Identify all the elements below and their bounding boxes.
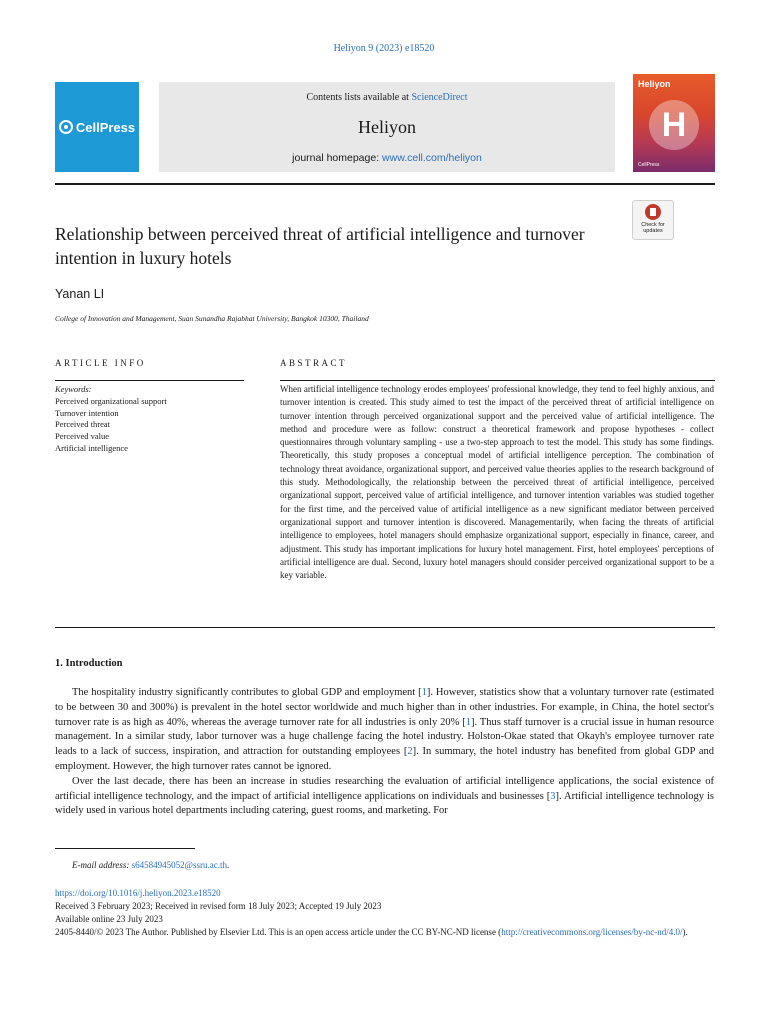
abstract-text: When artificial intelligence technology erodes employees' professional knowledge, they tend to feel highly anxious, and turnover intention is created. This study aimed to test the impact of the perceived threat of artificial intelligence on turnover intention through perceived organizational support and the perceived value of artificial intelligence. The method and procedure were as follow: construct a theoretical framework and propose hypotheses - collect questionnaires through voluntary sampling - use a two-step approach to test the model. This study has some findings. Theoretically, this study proposes a conceptual model of artificial intelligence perception. The combination of technology threat avoidance, organizational support, and perceived value theories applies to the research background of this study. Methodologically, the relationship between the perceived threat of artificial intelligence, perceived organizational support, perceived value of artificial intelligence, and turnover intention variables was studied together for the first time, and the perceived value of artificial intelligence as a new significant mediator between perceived organizational support and turnover intention is discovered. Managementarily, when facing the threats of artificial intelligence to employees, hotel managers should emphasize organizational support, especially in finance, career, and adjustment. This study has important implications for luxury hotel management. First, hotel employees' perceptions of artificial intelligence are dual. Second, luxury hotel managers should consider perceived organizational support to be a key variable. bbox=[280, 384, 714, 581]
masthead-divider bbox=[55, 183, 715, 185]
email-footnote: E-mail address: s64584945052@ssru.ac.th. bbox=[72, 860, 230, 870]
keyword-item: Perceived value bbox=[55, 431, 110, 442]
author-affiliation: College of Innovation and Management, Suan Sunandha Rajabhat University, Bangkok 10300, Thailand bbox=[55, 314, 369, 323]
paragraph: The hospitality industry significantly contributes to global GDP and employment [1]. However, statistics show that a voluntary turnover rate (estimated to be between 30 and 300%) is prevalent in the hotel sector worldwide and much higher than in other industries. For example, in China, the hotel sector's turnover rate is as high as 40%, whereas the average turnover rate for all industries is only 20% [1]. Thus staff turnover is a crucial issue in human resource management. In a similar study, labor turnover was a huge challenge facing the hotel industry. Holston-Okae stated that Okayh's employee turnover rate leads to a lack of success, inspiration, and attraction for outstanding employees [2]. In summary, the hotel industry has benefited from global GDP and employment. However, the high turnover rates cannot be ignored. bbox=[55, 687, 714, 772]
journal-name: Heliyon bbox=[358, 117, 416, 137]
reference-link[interactable]: 2 bbox=[407, 746, 413, 758]
cover-letter: H bbox=[649, 100, 699, 150]
paragraph: Over the last decade, there has been an increase in studies researching the evaluation of artificial intelligence applications, the social existence of artificial intelligence technology, and the impact of artificial intelligence applications on individuals and businesses [3]. Artificial intelligence technology is widely used in various hotel departments including catering, guest rooms, and marketing. For bbox=[55, 775, 715, 817]
contents-line: Contents lists available at ScienceDirect bbox=[306, 92, 468, 103]
keyword-item: Perceived organizational support bbox=[55, 395, 167, 406]
homepage-line: journal homepage: www.cell.com/heliyon bbox=[292, 152, 482, 164]
article-info-heading: ARTICLE INFO bbox=[55, 358, 146, 368]
reference-link[interactable]: 1 bbox=[465, 716, 471, 728]
footnote-divider bbox=[55, 848, 195, 849]
publication-info bbox=[55, 887, 714, 939]
cellpress-logo-text: CellPress bbox=[75, 119, 136, 135]
keyword-item: Turnover intention bbox=[55, 407, 119, 418]
cellpress-logo-icon bbox=[59, 120, 73, 134]
keyword-item: Perceived threat bbox=[55, 419, 110, 430]
homepage-link[interactable]: www.cell.com/heliyon bbox=[382, 152, 482, 164]
email-link[interactable]: s64584945052@ssru.ac.th bbox=[131, 860, 227, 870]
introduction-body bbox=[55, 686, 714, 819]
abstract-divider-bottom bbox=[55, 627, 715, 628]
article-info-divider bbox=[55, 380, 244, 381]
introduction-heading: 1. Introduction bbox=[55, 658, 123, 669]
keywords-list bbox=[55, 384, 245, 455]
doi-link[interactable]: https://doi.org/10.1016/j.heliyon.2023.e18520 bbox=[55, 888, 221, 898]
check-for-updates-button[interactable]: Check for updates bbox=[632, 200, 674, 240]
reference-link[interactable]: 3 bbox=[550, 790, 556, 802]
journal-citation[interactable]: Heliyon 9 (2023) e18520 bbox=[333, 43, 435, 54]
journal-masthead bbox=[55, 72, 715, 184]
keywords-label: Keywords: bbox=[55, 384, 92, 394]
received-dates: Received 3 February 2023; Received in revised form 18 July 2023; Accepted 19 July 2023 bbox=[55, 901, 382, 911]
cover-title: Heliyon bbox=[638, 79, 671, 89]
author-name[interactable]: Yanan LI bbox=[55, 287, 105, 301]
cover-footer: CellPress bbox=[638, 162, 660, 168]
bookmark-icon bbox=[645, 204, 661, 220]
journal-cover-image[interactable] bbox=[633, 74, 715, 172]
license-link[interactable]: http://creativecommons.org/licenses/by-nc-nd/4.0/ bbox=[501, 927, 683, 937]
reference-link[interactable]: 1 bbox=[421, 687, 427, 698]
journal-header-box bbox=[159, 82, 615, 172]
available-online: Available online 23 July 2023 bbox=[55, 914, 163, 924]
abstract-heading: ABSTRACT bbox=[280, 358, 348, 368]
article-title: Relationship between perceived threat of artificial intelligence and turnover intention in luxury hotels bbox=[55, 224, 585, 268]
sciencedirect-link[interactable]: ScienceDirect bbox=[411, 92, 468, 103]
abstract-divider-top bbox=[280, 380, 715, 381]
keyword-item: Artificial intelligence bbox=[55, 442, 128, 453]
license-text: 2405-8440/© 2023 The Author. Published by Elsevier Ltd. This is an open access article under the CC BY-NC-ND license (http://creativecommons.org/licenses/by-nc-nd/4.0/). bbox=[55, 927, 688, 937]
cellpress-logo[interactable] bbox=[55, 82, 139, 172]
